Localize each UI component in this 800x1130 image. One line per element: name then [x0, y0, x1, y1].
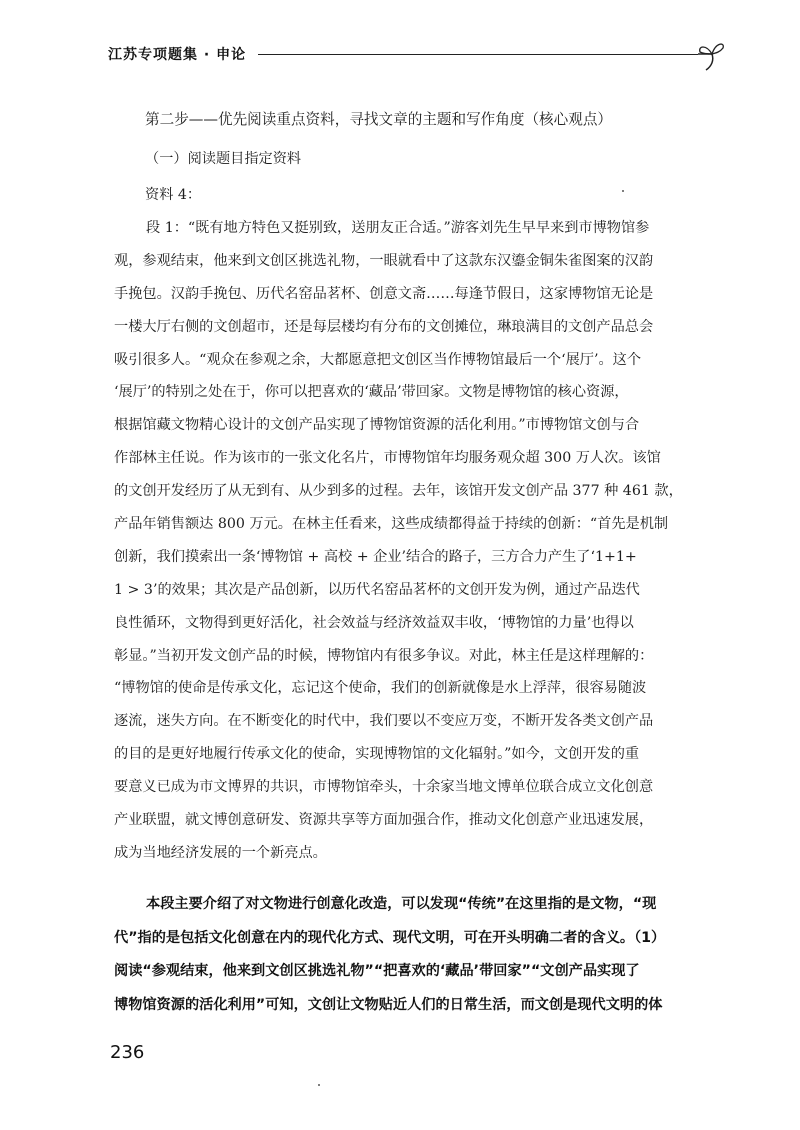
- paragraph-line: 的目的是更好地履行传承文化的使命，实现博物馆的文化辐射。”如今，文创开发的重: [114, 746, 640, 763]
- material-label: 资料 4：: [145, 187, 202, 203]
- paragraph-line: 创新，我们摸索出一条‘博物馆 + 高校 + 企业’结合的路子，三方合力产生了‘1+1+: [114, 548, 637, 565]
- paragraph-line: “博物馆的使命是传承文化，忘记这个使命，我们的创新就像是水上浮萍，很容易随波: [114, 680, 647, 697]
- paragraph-line: 要意义已成为市文博界的共识，市博物馆牵头，十余家当地文博单位联合成立文化创意: [114, 779, 654, 796]
- paragraph-line: 良性循环，文物得到更好活化，社会效益与经济效益双丰收，‘博物馆的力量’也得以: [114, 614, 634, 631]
- paragraph-line: 彰显。”当初开发文创产品的时候，博物馆内有很多争议。对此，林主任是这样理解的：: [114, 647, 654, 664]
- paragraph-line: ‘展厅’的特别之处在于，你可以把喜欢的‘藏品’带回家。文物是博物馆的核心资源，: [114, 384, 629, 401]
- paragraph-line: 逐流，迷失方向。在不断变化的时代中，我们要以不变应万变，不断开发各类文创产品: [114, 713, 654, 730]
- page-number: 236: [110, 1042, 145, 1063]
- sprout-icon: [692, 36, 728, 76]
- scan-speck: [318, 1084, 320, 1086]
- paragraph-line: 手挽包。汉韵手挽包、历代名窑品茗杯、创意文斋……每逢节假日，这家博物馆无论是: [114, 285, 654, 302]
- analysis-line: 本段主要介绍了对文物进行创意化改造，可以发现“传统”在这里指的是文物，“现: [146, 896, 657, 912]
- analysis-line: 代”指的是包括文化创意在内的现代化方式、现代文明，可在开头明确二者的含义。（1）: [114, 929, 666, 946]
- paragraph-line: 的文创开发经历了从无到有、从少到多的过程。去年，该馆开发文创产品 377 种 461 款，: [114, 483, 683, 500]
- paragraph-line: 成为当地经济发展的一个新亮点。: [114, 844, 327, 861]
- scan-speck: [622, 190, 624, 192]
- paragraph-line: 作部林主任说。作为该市的一张文化名片，市博物馆年均服务观众超 300 万人次。该馆: [114, 450, 661, 467]
- analysis-line: 阅读“参观结束，他来到文创区挑选礼物”“把喜欢的‘藏品’带回家”“文创产品实现了: [114, 963, 640, 979]
- paragraph-line: 产业联盟，就文博创意研发、资源共享等方面加强合作，推动文化创意产业迅速发展，: [114, 812, 654, 829]
- paragraph-line: 一楼大厅右侧的文创超市，还是每层楼均有分布的文创摊位，琳琅满目的文创产品总会: [114, 318, 654, 335]
- paragraph-line: 观，参观结束，他来到文创区挑选礼物，一眼就看中了这款东汉鎏金铜朱雀图案的汉韵: [114, 252, 654, 269]
- running-header: [108, 36, 728, 76]
- paragraph-line: 根据馆藏文物精心设计的文创产品实现了博物馆资源的活化利用。”市博物馆文创与合: [114, 417, 640, 434]
- header-rule: [258, 54, 698, 55]
- running-header-title: 江苏专项题集 · 申论: [108, 47, 247, 63]
- paragraph-line: 段 1：“既有地方特色又挺别致，送朋友正合适。”游客刘先生早早来到市博物馆参: [146, 220, 650, 236]
- section-label: （一）阅读题目指定资料: [145, 151, 302, 167]
- paragraph-line: 产品年销售额达 800 万元。在林主任看来，这些成绩都得益于持续的创新：“首先是机制: [114, 516, 669, 533]
- material-paragraph: [114, 212, 714, 870]
- step-heading: 第二步——优先阅读重点资料，寻找文章的主题和写作角度（核心观点）: [145, 111, 613, 128]
- paragraph-line: 吸引很多人。“观众在参观之余，大都愿意把文创区当作博物馆最后一个‘展厅’。这个: [114, 351, 642, 368]
- analysis-paragraph: [114, 888, 714, 1022]
- analysis-line: 博物馆资源的活化利用”可知，文创让文物贴近人们的日常生活，而文创是现代文明的体: [114, 996, 663, 1013]
- paragraph-line: 1 > 3’的效果；其次是产品创新，以历代名窑品茗杯的文创开发为例，通过产品迭代: [114, 581, 640, 598]
